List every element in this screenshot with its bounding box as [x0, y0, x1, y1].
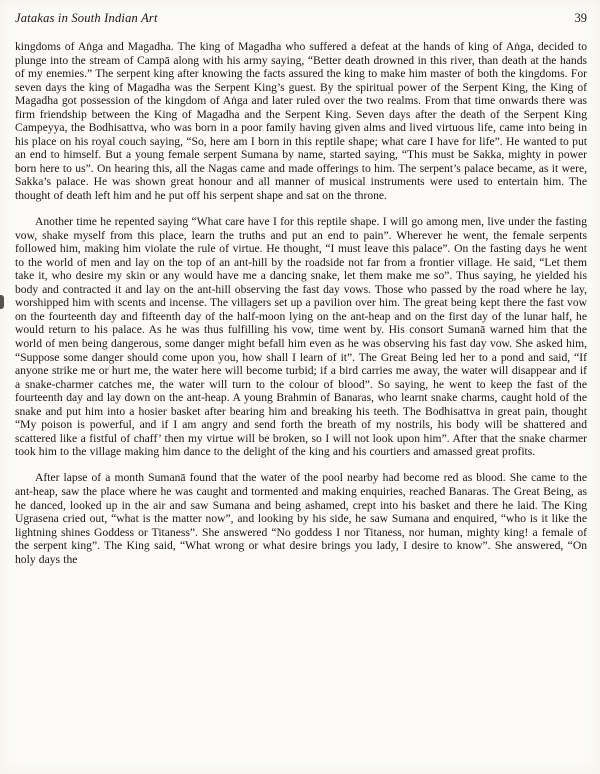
running-title: Jatakas in South Indian Art: [15, 11, 158, 25]
page-body: [15, 40, 587, 566]
page-number: 39: [574, 11, 587, 25]
paragraph-3: After lapse of a month Sumanā found that the water of the pool nearby had become red as blood. She came to the ant-heap, saw the place where he was caught and tormented and making enquiries, reached Banaras. The Great Being, as he danced, looked up in the air and saw Sumana and being ashamed, crept into his basket and there he laid. The King Ugrasena cried out, “what is the matter now”, and looking by his side, he saw Sumana and enquired, “who is it like the lightning shines Goddess or Titaness”. She answered “No goddess I nor Titaness, nor human, mighty king! a female of the serpent king”. The King said, “What wrong or what desire brings you lady, I desire to know”. She answered, “On holy days the: [15, 471, 587, 566]
paragraph-2: Another time he repented saying “What care have I for this reptile shape. I will go among men, live under the fasting vow, shake myself from this place, learn the truths and put an end to pain”. Wherever he went, the female serpents followed him, making him violate the rule of virtue. He thought, “I must leave this palace”. On the fasting days he went to the world of men and lay on the top of an ant-hill by the roadside not far from a frontier village. He said, “Let them take it, who desire my skin or any would have me a dancing snake, let them make me so”. Thus saying, he yielded his body and contracted it and lay on the ant-hill observing the fast day vows. Those who passed by the road where he lay, worshipped him with scents and incense. The villagers set up a pavilion over him. The great being kept there the fast vow on the fourteenth day and fifteenth day of the half-moon lying on the ant-heap and on the first day of the lunar half, he would return to his palace. As he was thus fulfilling his vow, time went by. His consort Sumanā warned him that the world of men being dangerous, some danger might befall him even as he was observing his fast day vow. She asked him, “Suppose some danger should come upon you, how shall I learn of it”. The Great Being led her to a pond and said, “If anyone strike me or hurt me, the water here will become turbid; if a bird carries me away, the water will disappear and if a snake-charmer catches me, the water will turn to the colour of blood”. So saying, he went to keep the fast of the fourteenth day and lay down on the ant-heap. A young Brahmin of Banaras, who learnt snake charms, caught hold of the snake and put him into a hosier basket after bearing him and breaking his teeth. The Bodhisattva in great pain, thought “My poison is powerful, and if I am angry and send forth the breath of my nostrils, his body will be shattered and scattered like a fistful of chaff’ then my virtue will be broken, so I will not look upon him”. After that the snake charmer took him to the village making him dance to the delight of the king and his courtiers and amassed great profits.: [15, 215, 587, 459]
paragraph-1: kingdoms of Aṅga and Magadha. The king of Magadha who suffered a defeat at the hands of king of Aṅga, decided to plunge into the stream of Campā along with his army saying, “Better death drowned in this river, than death at the hands of my enemies.” The serpent king after knowing the facts assured the king to make him master of both the kingdoms. For seven days the king of Magadha was the Serpent King’s guest. By the spiritual power of the Serpent King, the King of Magadha got possession of the kingdom of Aṅga and later ruled over the two realms. From that time onwards there was firm friendship between the King of Magadha and the Serpent King. Seven days after the death of the Serpent King Campeyya, the Bodhisattva, who was born in a poor family having given alms and lived virtuous life, came into being in his place on his royal couch saying, “So, here am I born in this reptile shape; what care I have for life”. He wanted to put an end to himself. But a young female serpent Sumana by name, started saying, “This must be Sakka, mighty in power born here to us”. On hearing this, all the Nagas came and made offerings to him. The serpent’s palace became, as it were, Sakka’s palace. He was shown great honour and all manner of musical instruments were used to entertain him. The thought of death left him and he put off his serpent shape and sat on the throne.: [15, 40, 587, 203]
scan-artifact: [0, 295, 4, 309]
page-header: [15, 11, 587, 26]
